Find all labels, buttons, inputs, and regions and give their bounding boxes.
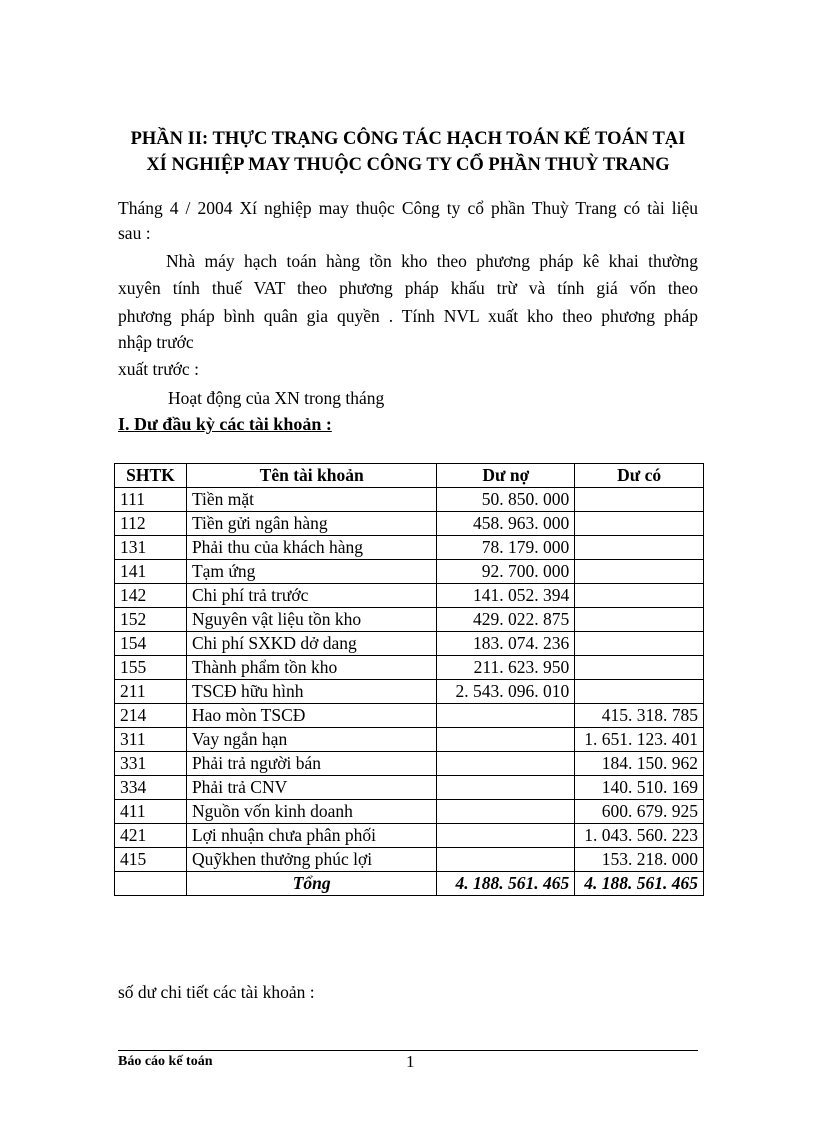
account-name: Hao mòn TSCĐ (186, 704, 437, 728)
credit-value: 153. 218. 000 (575, 848, 704, 872)
credit-value (575, 488, 704, 512)
table-header-row (115, 464, 704, 488)
table-row (115, 656, 704, 680)
table-row (115, 560, 704, 584)
debit-value: 92. 700. 000 (437, 560, 575, 584)
activity-line: Hoạt động của XN trong tháng (168, 388, 385, 408)
table-row (115, 704, 704, 728)
credit-value: 184. 150. 962 (575, 752, 704, 776)
account-code: 415 (115, 848, 187, 872)
header-debit: Dư nợ (437, 464, 575, 488)
page-number: 1 (406, 1052, 415, 1071)
debit-value: 141. 052. 394 (437, 584, 575, 608)
account-name: Tạm ứng (186, 560, 437, 584)
table-row (115, 632, 704, 656)
debit-value: 429. 022. 875 (437, 608, 575, 632)
account-name: Phải thu của khách hàng (186, 536, 437, 560)
account-code: 211 (115, 680, 187, 704)
debit-value (437, 704, 575, 728)
credit-value: 1. 043. 560. 223 (575, 824, 704, 848)
account-code: 154 (115, 632, 187, 656)
intro-line-1: Tháng 4 / 2004 Xí nghiệp may thuộc Công ty cổ phần Thuỳ Trang có tài liệu (118, 198, 698, 218)
table-row (115, 752, 704, 776)
account-name: Quỹkhen thưởng phúc lợi (186, 848, 437, 872)
account-code: 421 (115, 824, 187, 848)
debit-value (437, 824, 575, 848)
table-row (115, 608, 704, 632)
method-line-1: Nhà máy hạch toán hàng tồn kho theo phương pháp kê khai thường (166, 251, 698, 271)
credit-value: 415. 318. 785 (575, 704, 704, 728)
total-debit: 4. 188. 561. 465 (437, 872, 575, 896)
header-credit: Dư có (575, 464, 704, 488)
table-row (115, 680, 704, 704)
account-code: 155 (115, 656, 187, 680)
header-account-code: SHTK (115, 464, 187, 488)
table-row (115, 512, 704, 536)
footer-divider (118, 1050, 698, 1051)
table-row (115, 776, 704, 800)
account-name: Chi phí trả trước (186, 584, 437, 608)
debit-value (437, 776, 575, 800)
credit-value (575, 536, 704, 560)
account-code: 334 (115, 776, 187, 800)
account-name: Thành phẩm tồn kho (186, 656, 437, 680)
method-line-2: xuyên tính thuế VAT theo phương pháp khấu trừ và tính giá vốn theo (118, 278, 698, 298)
total-label: Tổng (186, 872, 437, 896)
credit-value (575, 608, 704, 632)
debit-value: 2. 543. 096. 010 (437, 680, 575, 704)
account-code: 311 (115, 728, 187, 752)
account-name: Tiền gửi ngân hàng (186, 512, 437, 536)
account-code: 142 (115, 584, 187, 608)
method-line-5: xuất trước : (118, 359, 199, 379)
table-row (115, 584, 704, 608)
table-row (115, 728, 704, 752)
method-line-4: nhập trước (118, 332, 194, 352)
table-row (115, 800, 704, 824)
opening-balance-table (114, 463, 704, 896)
account-code: 141 (115, 560, 187, 584)
credit-value: 600. 679. 925 (575, 800, 704, 824)
credit-value (575, 560, 704, 584)
account-code: 112 (115, 512, 187, 536)
table-row (115, 488, 704, 512)
debit-value: 50. 850. 000 (437, 488, 575, 512)
debit-value: 211. 623. 950 (437, 656, 575, 680)
table-row (115, 536, 704, 560)
table-row (115, 848, 704, 872)
account-code: 331 (115, 752, 187, 776)
credit-value (575, 512, 704, 536)
account-name: Tiền mặt (186, 488, 437, 512)
section-title: I. Dư đầu kỳ các tài khoản : (118, 414, 332, 434)
total-empty-cell (115, 872, 187, 896)
credit-value (575, 656, 704, 680)
debit-value: 183. 074. 236 (437, 632, 575, 656)
debit-value: 78. 179. 000 (437, 536, 575, 560)
footer-label: Báo cáo kế toán (118, 1054, 213, 1069)
method-line-3: phương pháp bình quân gia quyền . Tính NVL xuất kho theo phương pháp (118, 306, 698, 326)
account-code: 152 (115, 608, 187, 632)
debit-value (437, 728, 575, 752)
account-name: TSCĐ hữu hình (186, 680, 437, 704)
credit-value (575, 632, 704, 656)
account-code: 214 (115, 704, 187, 728)
debit-value: 458. 963. 000 (437, 512, 575, 536)
debit-value (437, 800, 575, 824)
debit-value (437, 848, 575, 872)
account-code: 411 (115, 800, 187, 824)
credit-value: 1. 651. 123. 401 (575, 728, 704, 752)
total-row (115, 872, 704, 896)
account-name: Lợi nhuận chưa phân phối (186, 824, 437, 848)
account-name: Chi phí SXKD dở dang (186, 632, 437, 656)
credit-value (575, 680, 704, 704)
account-name: Phải trả CNV (186, 776, 437, 800)
credit-value: 140. 510. 169 (575, 776, 704, 800)
account-name: Nguồn vốn kinh doanh (186, 800, 437, 824)
account-code: 111 (115, 488, 187, 512)
document-title (110, 126, 706, 178)
title-line-2: XÍ NGHIỆP MAY THUỘC CÔNG TY CỔ PHẦN THUỲ TRANG (146, 155, 670, 175)
header-account-name: Tên tài khoản (186, 464, 437, 488)
account-name: Nguyên vật liệu tồn kho (186, 608, 437, 632)
account-name: Phải trả người bán (186, 752, 437, 776)
table-row (115, 824, 704, 848)
total-credit: 4. 188. 561. 465 (575, 872, 704, 896)
account-code: 131 (115, 536, 187, 560)
intro-line-2: sau : (118, 223, 151, 243)
debit-value (437, 752, 575, 776)
detail-note: số dư chi tiết các tài khoản : (118, 982, 315, 1002)
account-name: Vay ngắn hạn (186, 728, 437, 752)
title-line-1: PHẦN II: THỰC TRẠNG CÔNG TÁC HẠCH TOÁN KẾ TOÁN TẠI (130, 129, 686, 149)
credit-value (575, 584, 704, 608)
